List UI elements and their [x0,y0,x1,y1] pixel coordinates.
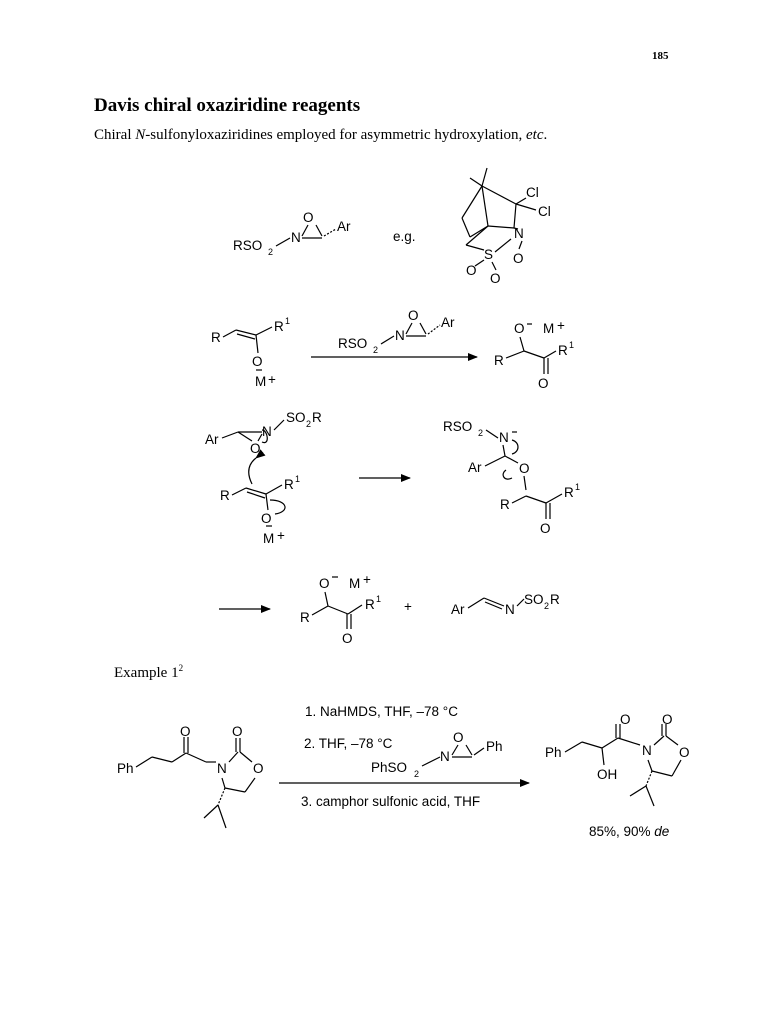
svg-text:N: N [499,430,509,445]
svg-text:Ph: Ph [545,745,562,760]
svg-text:N: N [642,743,652,758]
final-alkoxide-structure [300,572,381,646]
svg-text:SO: SO [524,592,544,607]
svg-text:1: 1 [575,482,581,492]
svg-text:M: M [349,576,361,591]
svg-text:Ph: Ph [117,761,134,776]
svg-text:N: N [217,761,227,776]
svg-text:O: O [620,712,631,727]
yield-prefix: 85%, 90% [589,824,655,839]
svg-text:Ar: Ar [337,219,351,234]
svg-text:+: + [557,318,565,333]
svg-text:2: 2 [373,345,379,355]
svg-text:R: R [494,353,504,368]
svg-text:O: O [514,321,525,336]
svg-text:R: R [220,488,230,503]
condition-step-3: 3. camphor sulfonic acid, THF [301,794,481,809]
condition-step-2: 2. THF, –78 °C [304,736,393,751]
svg-text:+: + [268,372,276,387]
svg-text:O: O [538,376,549,391]
svg-text:R: R [550,592,560,607]
svg-text:OH: OH [597,767,618,782]
svg-text:2: 2 [306,419,312,429]
oxaziridine-structure [233,210,351,257]
hydroxylated-product-structure [545,712,690,806]
svg-text:SO: SO [286,410,306,425]
reagent-above-arrow-1 [338,308,455,355]
svg-text:+: + [277,528,285,543]
svg-text:RSO: RSO [443,419,473,434]
svg-text:1: 1 [376,594,382,604]
svg-text:O: O [252,354,263,369]
svg-text:O: O [319,576,330,591]
svg-text:O: O [250,441,261,456]
plus-sign: + [404,599,412,614]
svg-text:O: O [466,263,477,278]
svg-text:O: O [261,511,272,526]
svg-text:N: N [395,328,405,343]
yield-text [589,824,669,839]
svg-text:RSO: RSO [233,238,263,253]
svg-text:Ar: Ar [205,432,219,447]
svg-text:N: N [514,226,524,241]
svg-text:O: O [342,631,353,646]
svg-text:M: M [263,531,275,546]
yield-de: de [654,824,670,839]
svg-text:Ph: Ph [486,739,503,754]
subtitle-end: . [543,127,548,143]
svg-text:Ar: Ar [441,315,455,330]
svg-text:O: O [253,761,264,776]
svg-text:R: R [312,410,322,425]
svg-text:Ar: Ar [451,602,465,617]
svg-text:R: R [300,610,310,625]
svg-text:O: O [453,730,464,745]
svg-text:O: O [540,521,551,536]
mechanism-reactants-structure [205,410,322,546]
svg-text:1: 1 [295,474,301,484]
eg-label: e.g. [393,229,416,244]
svg-text:2: 2 [268,247,274,257]
subtitle-mid: -sulfonyloxaziridines employed for asymmetric hydroxylation, [145,127,527,143]
svg-text:PhSO: PhSO [371,760,408,775]
svg-text:O: O [303,210,314,225]
svg-text:R: R [211,330,221,345]
camphor-oxaziridine-structure [462,168,551,286]
svg-text:R: R [564,485,574,500]
enolate-structure [211,316,290,389]
svg-text:N: N [440,749,450,764]
svg-text:N: N [262,424,272,439]
svg-text:O: O [232,724,243,739]
svg-text:O: O [679,745,690,760]
svg-text:R: R [365,597,375,612]
svg-text:1: 1 [569,340,575,350]
svg-text:N: N [505,602,515,617]
svg-text:R: R [500,497,510,512]
acyl-oxazolidinone-reactant [117,724,264,828]
page-number: 185 [652,50,669,62]
svg-text:M: M [543,321,555,336]
mechanism-intermediate-structure [443,419,580,536]
example-label: Example 1 [114,665,179,681]
svg-text:1: 1 [285,316,291,326]
svg-text:O: O [180,724,191,739]
svg-text:2: 2 [414,769,420,779]
svg-text:N: N [291,230,301,245]
condition-step-1: 1. NaHMDS, THF, –78 °C [305,704,458,719]
svg-text:M: M [255,374,267,389]
subtitle-n: N [135,127,146,143]
svg-text:R: R [274,319,284,334]
svg-text:O: O [513,251,524,266]
svg-text:R: R [284,477,294,492]
svg-text:Cl: Cl [538,204,551,219]
svg-text:+: + [363,572,371,587]
svg-text:2: 2 [478,428,484,438]
svg-text:Ar: Ar [468,460,482,475]
svg-text:2: 2 [544,601,550,611]
svg-text:Cl: Cl [526,185,539,200]
example-ref: 2 [178,663,184,673]
sulfonylimine-structure [451,592,560,617]
alkoxide-product-structure [494,318,574,391]
svg-text:O: O [408,308,419,323]
svg-text:O: O [519,461,530,476]
svg-text:R: R [558,343,568,358]
svg-text:O: O [662,712,673,727]
subtitle-pre: Chiral [94,127,136,143]
section-title: Davis chiral oxaziridine reagents [94,95,361,116]
subtitle-etc: etc [526,127,544,143]
svg-text:O: O [490,271,501,286]
svg-text:RSO: RSO [338,336,368,351]
svg-text:S: S [484,247,494,262]
